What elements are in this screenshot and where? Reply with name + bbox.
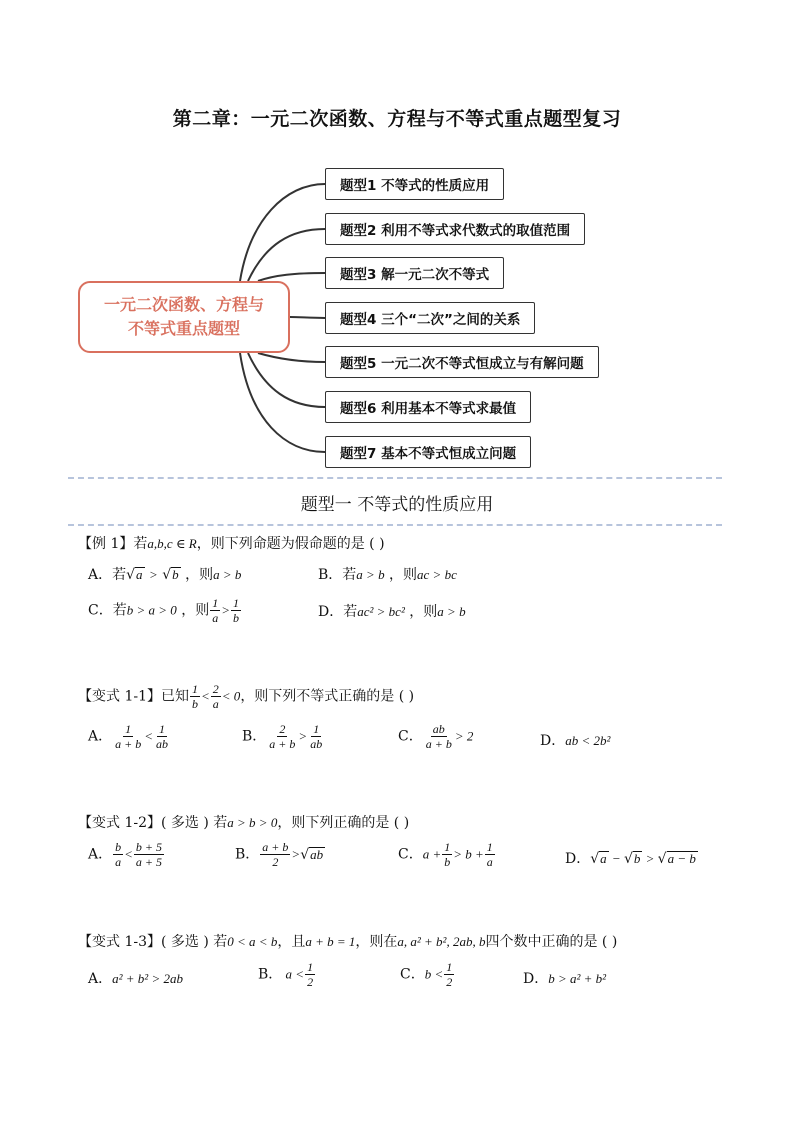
question-text: ，则下列命题为假命题的是 ( ): [196, 536, 385, 552]
variant-1-2-question: [78, 812, 409, 832]
variant-1-3-option-a: [88, 968, 183, 988]
divider-bottom: [68, 524, 722, 526]
option-label: D．: [540, 733, 566, 749]
question-text: ，且: [277, 934, 306, 950]
math-expr: a > b: [437, 604, 466, 619]
variant-1-1-option-d: [540, 730, 610, 750]
topic-node-2: 题型2 利用不等式求代数式的取值范围: [325, 213, 585, 245]
topic-node-7: 题型7 基本不等式恒成立问题: [325, 436, 531, 468]
option-label: D．: [565, 851, 591, 867]
variant-1-2-option-d: D．√a − √b > √a − b: [565, 851, 696, 867]
math-expr: 0 < a < b: [227, 934, 278, 949]
topic-node-1: 题型1 不等式的性质应用: [325, 168, 504, 200]
variant-1-1-option-c: C． $\frac{ab}{a + b}$ > 2: [398, 722, 474, 751]
math-expr: ac > bc: [417, 567, 457, 582]
math-expr: a > b > 0: [227, 815, 278, 830]
center-line-2: 不等式重点题型: [127, 319, 240, 338]
math-expr: a > b: [356, 567, 385, 582]
example-1-option-b: [318, 564, 457, 584]
option-label: D．若: [318, 604, 358, 620]
variant-1-3-question: [78, 931, 617, 951]
variant-1-1-option-b: B． $\frac{2}{a + b}$ > $\frac{1}{ab}$: [242, 722, 323, 751]
divider-top: [68, 477, 722, 479]
option-label: C．: [398, 728, 423, 745]
option-text: ，则: [404, 604, 438, 620]
question-text: 四个数中正确的是 ( ): [485, 934, 618, 950]
option-label: A．: [88, 971, 113, 987]
option-label: A．: [88, 846, 113, 863]
option-label: B．: [235, 846, 260, 863]
option-text: ，则: [384, 567, 418, 583]
option-label: D．: [523, 971, 549, 987]
topic-node-5: 题型5 一元二次不等式恒成立与有解问题: [325, 346, 599, 378]
example-1-option-d: [318, 601, 466, 621]
option-label: A．若: [88, 567, 127, 583]
variant-1-2-option-a: A． $\frac{b}{a}$ < $\frac{b + 5}{a + 5}$: [88, 840, 163, 869]
variant-1-3-option-d: [523, 968, 606, 988]
example-1-question: [78, 533, 385, 553]
variant-label: 【变式 1-1】已知: [78, 688, 189, 705]
math-expr: b > a > 0: [126, 602, 177, 618]
variant-1-3-option-b: B． a < $\frac{1}{2}$: [258, 960, 314, 989]
option-label: C．: [400, 966, 425, 983]
math-expr: ac² > bc²: [357, 604, 405, 619]
option-label: C．若: [88, 602, 127, 619]
example-label: 【例 1】若: [78, 536, 148, 552]
math-expr: a² + b² > 2ab: [112, 971, 183, 986]
math-expr: a + b = 1: [305, 934, 356, 949]
mindmap-center-node: [78, 281, 290, 353]
example-1-option-a: A．若√a > √b ，则a > b: [88, 567, 242, 583]
example-1-option-c: C．若b > a > 0 ，则 $\frac{1}{a}$ > $\frac{1}{b}$: [88, 596, 239, 625]
section-title: 题型一 不等式的性质应用: [300, 495, 494, 515]
variant-1-1-option-a: A． $\frac{1}{a + b}$ < $\frac{1}{ab}$: [88, 722, 169, 751]
question-text: ，则在: [355, 934, 398, 950]
option-label: B．若: [318, 567, 357, 583]
variant-1-2-option-b: B． $\frac{a + b}{2}$ >√ab: [235, 840, 324, 869]
variant-label: 【变式 1-2】( 多选 ) 若: [78, 815, 228, 831]
math-expr: a,b,c ∈ R: [147, 536, 197, 551]
option-label: B．: [258, 966, 283, 983]
question-text: ，则下列不等式正确的是 ( ): [240, 688, 415, 705]
option-text: ，则: [176, 602, 210, 619]
topic-node-4: 题型4 三个“二次”之间的关系: [325, 302, 535, 334]
math-expr: ab < 2b²: [565, 733, 611, 748]
variant-1-2-option-c: C．a + $\frac{1}{b}$ > b + $\frac{1}{a}$: [398, 840, 493, 869]
topic-node-3: 题型3 解一元二次不等式: [325, 257, 504, 289]
variant-1-1-question: 【变式 1-1】已知 $\frac{1}{b}$ < $\frac{2}{a}$ < 0，则下列不等式正确的是 ( ): [78, 682, 415, 711]
option-text: ，则: [180, 567, 214, 583]
center-line-1: 一元二次函数、方程与: [103, 295, 264, 314]
math-expr: b > a² + b²: [548, 971, 607, 986]
option-label: B．: [242, 728, 267, 745]
option-label: C．: [398, 846, 423, 863]
topic-node-6: 题型6 利用基本不等式求最值: [325, 391, 531, 423]
variant-1-3-option-c: C．b < $\frac{1}{2}$: [400, 960, 453, 989]
question-text: ，则下列正确的是 ( ): [277, 815, 410, 831]
math-expr: a > b: [213, 567, 242, 582]
math-expr: a, a² + b², 2ab, b: [397, 934, 486, 949]
variant-label: 【变式 1-3】( 多选 ) 若: [78, 934, 228, 950]
page-title: 第二章：一元二次函数、方程与不等式重点题型复习: [172, 108, 622, 130]
option-label: A．: [88, 728, 113, 745]
